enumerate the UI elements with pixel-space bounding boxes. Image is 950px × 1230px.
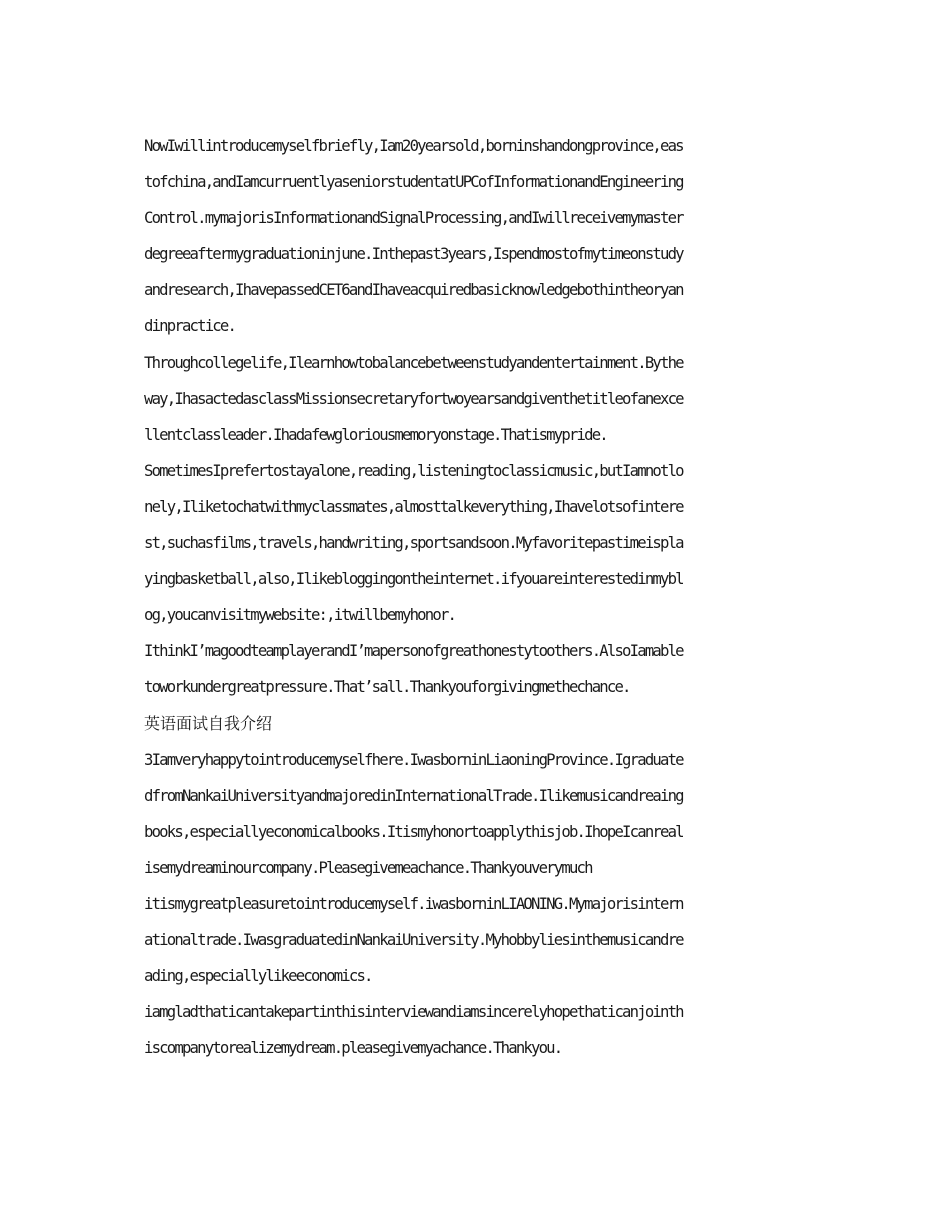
section-heading: 英语面试自我介绍 [144,713,273,733]
text-line: isemydreaminourcompany.Pleasegivemeachance.Thankyouverymuch [144,858,592,877]
text-line: nely,Iliketochatwithmyclassmates,almosttalkeverything,Ihavelotsofintere [144,497,683,516]
text-line: itismygreatpleasuretointroducemyself.iwasborninLIAONING.Mymajorisintern [144,894,683,913]
text-line: yingbasketball,also,Ilikebloggingontheinternet.ifyouareinterestedinmybl [144,570,683,589]
text-line: Throughcollegelife,Ilearnhowtobalancebetweenstudyandentertainment.Bythe [144,353,683,372]
text-line: ading,especiallylikeeconomics. [144,967,372,986]
text-line: IthinkI’magoodteamplayerandI’mapersonofgreathonestytoothers.AlsoIamable [144,642,683,661]
text-line: toworkundergreatpressure.That’sall.Thankyouforgivingmethechance. [144,678,630,697]
text-line: iamgladthaticantakepartinthisinterviewandiamsincerelyhopethaticanjointh [144,1003,683,1022]
text-line: degreeaftermygraduationinjune.Inthepast3years,Ispendmostofmytimeonstudy [144,245,683,264]
text-line: NowIwillintroducemyselfbriefly,Iam20yearsold,borninshandongprovince,eas [144,137,683,155]
text-line: st,suchasfilms,travels,handwriting,sportsandsoon.Myfavoritepastimeispla [144,534,683,553]
text-line: iscompanytorealizemydream.pleasegivemyachance.Thankyou. [144,1039,562,1058]
text-line: way,IhasactedasclassMissionsecretaryfortwoyearsandgiventhetitleofanexce [144,389,683,408]
text-line: ationaltrade.IwasgraduatedinNankaiUniversity.Myhobbyliesinthemusicandre [144,931,683,950]
text-line: 3Iamveryhappytointroducemyselfhere.IwasborninLiaoningProvince.Igraduate [144,750,683,769]
text-line: tofchina,andIamcurruentlyaseniorstudentatUPCofInformationandEngineering [144,173,683,192]
text-line: og,youcanvisitmywebsite:,itwillbemyhonor. [144,606,456,625]
text-line: andresearch,IhavepassedCET6andIhaveacquiredbasicknowledgebothintheoryan [144,281,683,300]
text-line: llentclassleader.Ihadafewgloriousmemoryonstage.Thatismypride. [144,425,607,444]
text-line: books,especiallyeconomicalbooks.Itismyhonortoapplythisjob.IhopeIcanreal [144,822,683,841]
text-line: SometimesIprefertostayalone,reading,listeningtoclassicmusic,butIamnotlo [144,461,683,480]
document-body [144,128,806,1066]
text-line: Control.mymajorisInformationandSignalProcessing,andIwillreceivemymaster [144,209,683,228]
text-line: dfromNankaiUniversityandmajoredinInternationalTrade.Ilikemusicandreaing [144,786,683,805]
text-line: dinpractice. [144,317,236,336]
